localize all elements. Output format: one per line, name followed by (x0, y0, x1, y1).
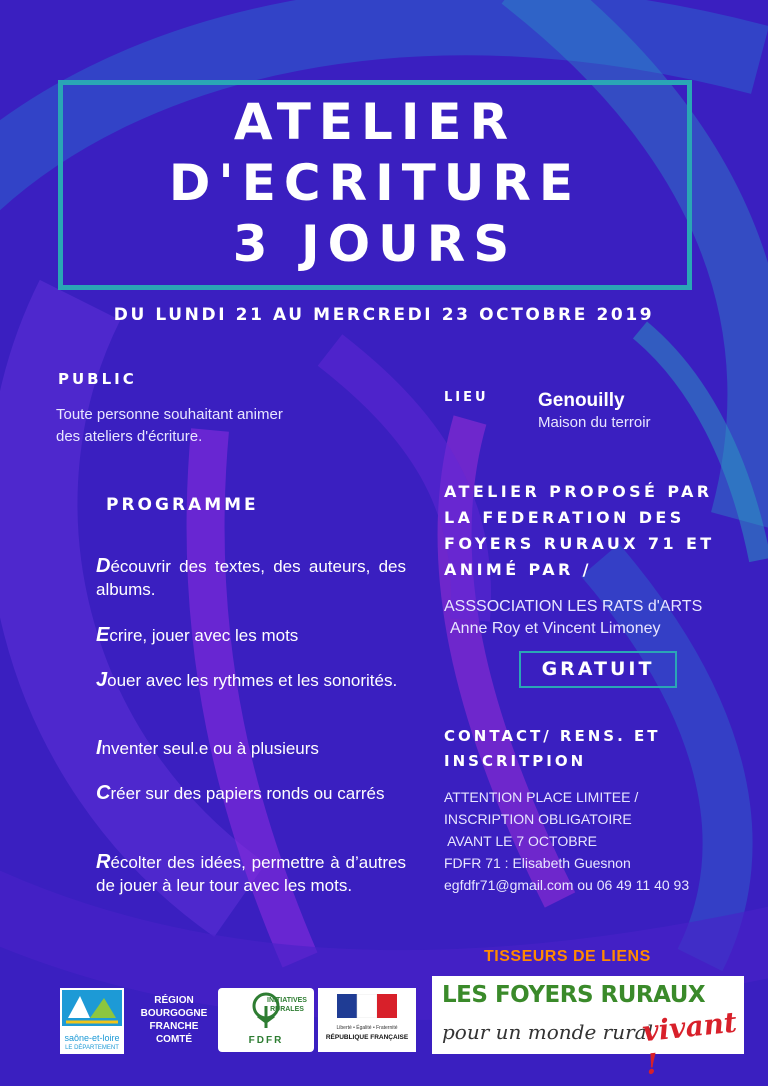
lieu-place: Maison du terroir (538, 414, 651, 431)
region-line: FRANCHE (149, 1021, 199, 1032)
initiatives-rurales-logo (218, 988, 314, 1052)
republique-francaise-logo (318, 988, 416, 1052)
programme-text: crire, jouer avec les mots (109, 626, 299, 645)
organiser-line-3: FOYERS RURAUX 71 ET (444, 534, 715, 553)
contact-label-2: INSCRITPION (444, 752, 587, 770)
programme-item (96, 782, 406, 805)
programme-initial: J (96, 669, 108, 691)
marianne-flag-icon (337, 994, 397, 1018)
saone-line-2: LE DÉPARTEMENT (65, 1045, 119, 1051)
animator-names: Anne Roy et Vincent Limoney (450, 620, 661, 637)
programme-item (96, 669, 406, 692)
programme-item (96, 737, 406, 760)
contact-email-phone[interactable]: egfdfr71@gmail.com ou 06 49 11 40 93 (444, 877, 690, 893)
programme-text: écouvrir des textes, des auteurs, des albums. (96, 557, 406, 599)
title-line-1: ATELIER (233, 93, 517, 151)
rf-motto: Liberté • Égalité • Fraternité (336, 1025, 398, 1031)
contact-info-line: AVANT LE 7 OCTOBRE (444, 833, 598, 849)
programme-initial: R (96, 851, 111, 873)
foyers-title: LES FOYERS RURAUX (442, 982, 706, 1008)
programme-item (96, 555, 406, 601)
region-line: BOURGOGNE (140, 1008, 208, 1019)
lieu-city: Genouilly (538, 390, 625, 411)
tisseurs-de-liens: TISSEURS DE LIENS (484, 948, 651, 965)
programme-initial: I (96, 737, 102, 759)
initiatives-text: INITIATIVES RURALES (267, 997, 307, 1013)
saone-et-loire-logo (60, 988, 124, 1054)
public-line-2: des ateliers d'écriture. (56, 428, 203, 445)
title-line-3: 3 JOURS (232, 215, 518, 273)
saone-et-loire-emblem-icon (60, 988, 124, 1028)
programme-text: écolter des idées, permettre à d’autres de jouer à leur tour avec les mots. (96, 853, 406, 895)
region-line: COMTÉ (155, 1034, 193, 1045)
programme-initial: E (96, 624, 110, 646)
contact-info-line: FDFR 71 : Elisabeth Guesnon (444, 855, 631, 871)
foyers-vivant: vivant ! (640, 1005, 739, 1082)
lieu-label: LIEU (444, 390, 489, 405)
public-label: PUBLIC (58, 370, 137, 388)
programme-initial: D (96, 555, 111, 577)
organiser-line-2: LA FEDERATION DES (444, 508, 685, 527)
contact-info-line: ATTENTION PLACE LIMITEE / (444, 789, 639, 805)
programme-text: réer sur des papiers ronds ou carrés (110, 784, 385, 803)
region-line: RÉGION (154, 995, 194, 1006)
event-dates: DU LUNDI 21 AU MERCREDI 23 OCTOBRE 2019 (113, 305, 655, 325)
gratuit-badge: GRATUIT (519, 651, 677, 688)
rf-name: RÉPUBLIQUE FRANÇAISE (325, 1034, 409, 1041)
title-line-2: D'ECRITURE (168, 154, 582, 212)
foyers-ruraux-logo (432, 976, 744, 1082)
fdfr-text: FDFR (248, 1035, 284, 1046)
programme-label: PROGRAMME (106, 495, 259, 515)
programme-text: ouer avec les rythmes et les sonorités. (107, 671, 398, 690)
programme-text: nventer seul.e ou à plusieurs (101, 739, 319, 758)
organiser-line-1: ATELIER PROPOSÉ PAR (444, 482, 713, 501)
region-bfc-logo (136, 994, 212, 1046)
contact-label-1: CONTACT/ RENS. ET (444, 727, 661, 745)
public-line-1: Toute personne souhaitant animer (56, 406, 283, 423)
programme-item (96, 624, 406, 647)
contact-info-line: INSCRIPTION OBLIGATOIRE (444, 811, 632, 827)
programme-initial: C (96, 782, 111, 804)
saone-line-1: saône-et-loire (64, 1033, 120, 1043)
foyers-tagline: pour un monde rural (442, 1020, 653, 1044)
programme-item (96, 851, 406, 897)
association-name: ASSSOCIATION LES RATS d'ARTS (444, 598, 703, 615)
organiser-line-4: ANIMÉ PAR / (444, 560, 592, 579)
